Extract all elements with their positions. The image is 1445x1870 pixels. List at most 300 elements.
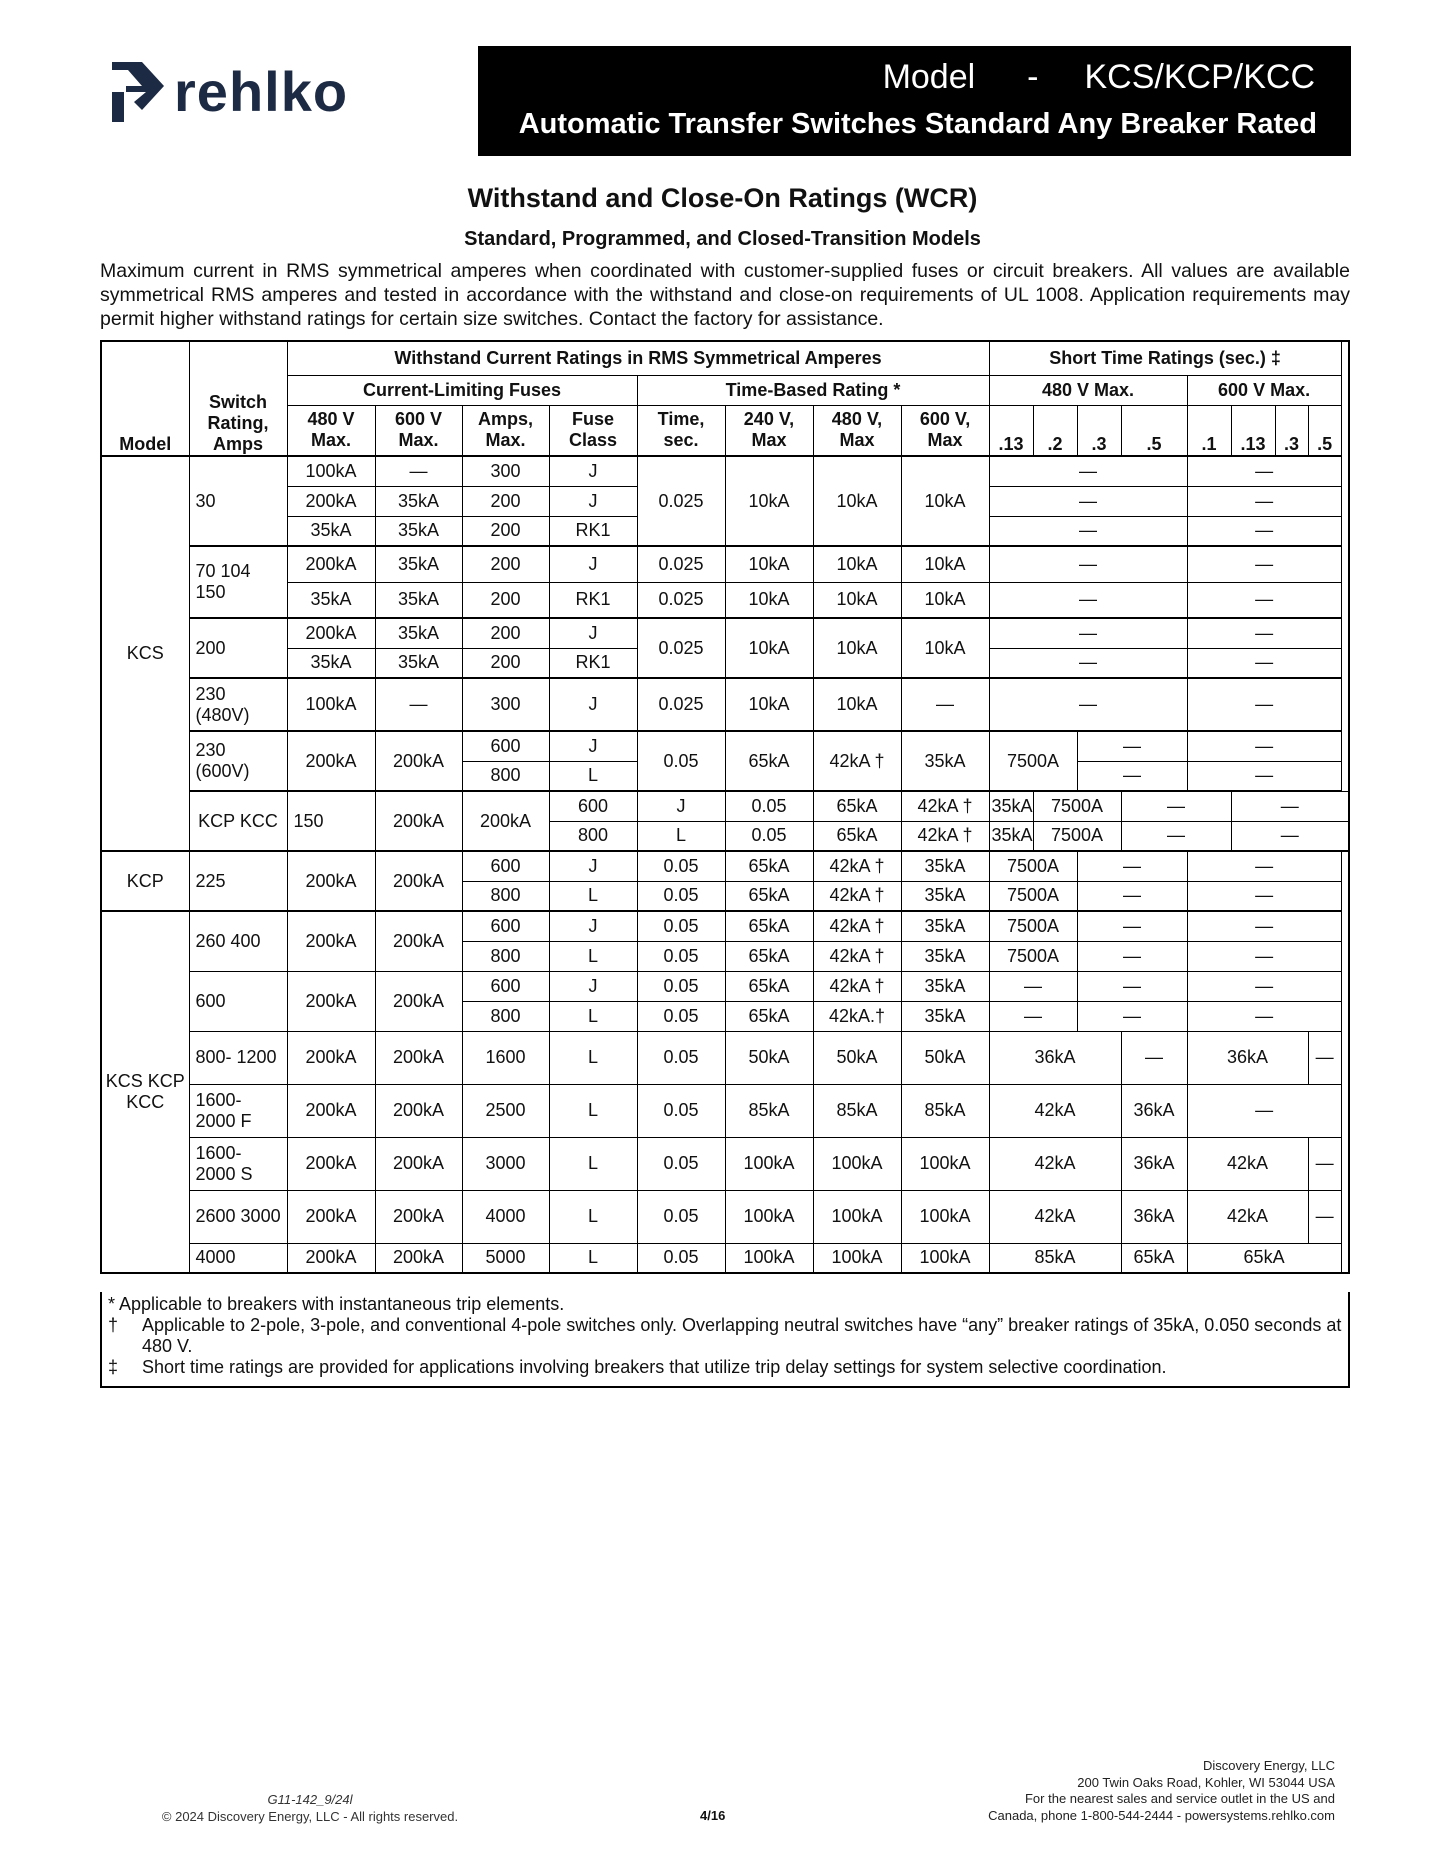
table-cell: 7500A (989, 941, 1077, 971)
table-cell: 100kA (901, 1137, 989, 1190)
model-label: Model (882, 58, 976, 96)
header-600v: 600 V, Max (901, 405, 989, 456)
header-switch-rating: Switch Rating, Amps (189, 341, 287, 456)
model-header (478, 46, 1351, 156)
table-cell: 600 (462, 851, 549, 881)
table-row (101, 851, 1349, 881)
table-cell: RK1 (549, 582, 637, 618)
table-row (101, 1243, 1349, 1273)
table-cell: 42kA † (813, 881, 901, 911)
switch-cell: 70 104 150 (189, 546, 287, 618)
table-cell: 200kA (375, 1031, 462, 1084)
table-cell: 10kA (813, 618, 901, 678)
table-cell: 36kA (989, 1031, 1121, 1084)
table-cell: 35kA (375, 486, 462, 516)
table-cell: 42kA † (813, 731, 901, 791)
table-cell: 65kA (725, 911, 813, 941)
note-item (108, 1294, 1342, 1315)
note-symbol: ‡ (108, 1357, 119, 1377)
table-cell: — (1187, 456, 1341, 486)
table-cell: — (989, 618, 1187, 648)
table-cell: 65kA (813, 791, 901, 821)
table-cell: — (989, 971, 1077, 1001)
table-cell: 42kA (1187, 1190, 1308, 1243)
table-cell: 0.05 (725, 821, 813, 851)
switch-cell: 260 400 (189, 911, 287, 971)
table-cell: — (989, 1001, 1077, 1031)
table-cell: L (549, 1243, 637, 1273)
switch-cell: 600 (189, 971, 287, 1031)
table-cell: 200kA (287, 971, 375, 1031)
table-cell: 35kA (287, 648, 375, 678)
table-cell: — (1187, 648, 1341, 678)
table-cell: 35kA (375, 516, 462, 546)
table-cell: 0.05 (637, 1243, 725, 1273)
model-value: KCS/KCP/KCC (1084, 58, 1315, 96)
table-cell: 800 (462, 761, 549, 791)
table-cell: RK1 (549, 516, 637, 546)
table-cell: J (637, 791, 725, 821)
table-cell: 35kA (901, 941, 989, 971)
header-time-based-rating: Time-Based Rating * (637, 375, 989, 405)
table-cell: — (1187, 516, 1341, 546)
table-cell: — (1077, 1001, 1187, 1031)
header-st480-05: .5 (1121, 405, 1187, 456)
table-cell: 100kA (287, 678, 375, 731)
table-cell: 200kA (375, 791, 462, 851)
table-cell: 200kA (375, 911, 462, 971)
table-cell: — (1187, 1084, 1341, 1137)
table-cell: 200kA (375, 1137, 462, 1190)
switch-cell: 800- 1200 (189, 1031, 287, 1084)
table-row (101, 1137, 1349, 1190)
brand-arrow-icon (112, 62, 164, 122)
table-cell: 42kA.† (813, 1001, 901, 1031)
table-cell: 65kA (725, 881, 813, 911)
model-cell: KCP KCC (189, 791, 287, 851)
table-cell: 35kA (989, 821, 1033, 851)
table-cell: 100kA (813, 1243, 901, 1273)
table-cell: 800 (549, 821, 637, 851)
table-cell: J (549, 618, 637, 648)
table-cell: 85kA (901, 1084, 989, 1137)
table-cell: 0.025 (637, 582, 725, 618)
table-cell: 7500A (989, 851, 1077, 881)
table-cell: 0.025 (637, 546, 725, 582)
table-cell: 200kA (287, 731, 375, 791)
table-cell: 65kA (725, 1001, 813, 1031)
table-cell: 0.025 (637, 678, 725, 731)
table-cell: 100kA (901, 1243, 989, 1273)
table-cell: 0.05 (637, 1190, 725, 1243)
table-cell: 200kA (287, 911, 375, 971)
table-cell: 0.025 (637, 456, 725, 546)
table-cell: 200kA (287, 546, 375, 582)
table-cell: 600 (462, 731, 549, 761)
table-cell: 35kA (901, 851, 989, 881)
table-cell: — (1187, 546, 1341, 582)
table-cell: 600 (549, 791, 637, 821)
note-text: Applicable to 2-pole, 3-pole, and conventional 4-pole switches only. Overlapping neutral switches have “any” breaker ratings of 35kA, 0.050 seconds at 480 V. (142, 1315, 1342, 1356)
table-cell: — (989, 456, 1187, 486)
model-line (883, 58, 1315, 97)
table-cell: 50kA (901, 1031, 989, 1084)
table-cell: 10kA (813, 582, 901, 618)
table-cell: 42kA † (901, 821, 989, 851)
table-notes (100, 1292, 1350, 1388)
switch-cell: 4000 (189, 1243, 287, 1273)
table-cell: J (549, 546, 637, 582)
page-subtitle: Standard, Programmed, and Closed-Transition Models (464, 228, 981, 250)
header-st600-05: .5 (1308, 405, 1341, 456)
table-cell: 800 (462, 1001, 549, 1031)
table-cell: 42kA † (901, 791, 989, 821)
table-cell: 35kA (287, 582, 375, 618)
table-cell: — (1187, 486, 1341, 516)
table-cell: 0.05 (637, 731, 725, 791)
table-cell: 200kA (287, 618, 375, 648)
table-cell: 35kA (287, 516, 375, 546)
table-cell: 200kA (287, 1084, 375, 1137)
table-row (101, 546, 1349, 582)
note-text: * Applicable to breakers with instantaneous trip elements. (108, 1294, 565, 1314)
table-cell: 200kA (375, 731, 462, 791)
table-cell: RK1 (549, 648, 637, 678)
table-cell: 200 (462, 648, 549, 678)
table-cell: 200kA (375, 971, 462, 1031)
table-cell: 10kA (901, 546, 989, 582)
table-cell: 300 (462, 678, 549, 731)
table-cell: 1600 (462, 1031, 549, 1084)
table-cell: 10kA (813, 546, 901, 582)
document-id: G11-142_9/24l (267, 1792, 353, 1807)
table-cell: J (549, 678, 637, 731)
sales-line-1: For the nearest sales and service outlet in the US and (1024, 1791, 1335, 1806)
intro-paragraph: Maximum current in RMS symmetrical amperes when coordinated with customer-supplied fuses or circuit breakers. All values are available symmetrical RMS amperes and tested in accordance with the withstand and close-on requirements of UL 1008. Application requirements may permit higher withstand ratings for certain size switches. Contact the factory for assistance. (100, 260, 1350, 330)
table-cell: J (549, 456, 637, 486)
table-cell: 42kA † (813, 971, 901, 1001)
table-cell: — (1121, 821, 1231, 851)
table-cell: — (1077, 881, 1187, 911)
header-480v-max: 480 V Max. (989, 375, 1187, 405)
switch-cell: 225 (189, 851, 287, 911)
table-cell: 2500 (462, 1084, 549, 1137)
table-cell: — (1187, 851, 1341, 881)
table-row (101, 971, 1349, 1001)
table-cell: 10kA (813, 456, 901, 546)
table-cell: — (989, 546, 1187, 582)
table-cell: 7500A (989, 881, 1077, 911)
table-row (101, 456, 1349, 486)
page-number: 4/16 (700, 1808, 726, 1823)
table-cell: 50kA (725, 1031, 813, 1084)
switch-cell: 200 (189, 618, 287, 678)
table-cell: L (637, 821, 725, 851)
table-cell: 800 (462, 881, 549, 911)
table-cell: 35kA (989, 791, 1033, 821)
table-cell: L (549, 1190, 637, 1243)
table-cell: — (1187, 582, 1341, 618)
table-row (101, 582, 1349, 618)
table-cell: 35kA (901, 1001, 989, 1031)
table-cell: 0.05 (637, 1001, 725, 1031)
table-row (101, 731, 1349, 761)
header-st480-013: .13 (989, 405, 1033, 456)
footer-left (0, 1791, 620, 1825)
table-cell: 85kA (725, 1084, 813, 1137)
table-row (101, 1084, 1349, 1137)
table-cell: 0.05 (637, 881, 725, 911)
table-cell: 35kA (375, 648, 462, 678)
table-cell: — (375, 456, 462, 486)
table-cell: J (549, 911, 637, 941)
note-item (108, 1315, 1342, 1357)
table-cell: 35kA (375, 618, 462, 648)
table-cell: 65kA (1121, 1243, 1187, 1273)
table-cell: 7500A (1033, 821, 1121, 851)
table-cell: 35kA (901, 881, 989, 911)
model-cell: KCS KCP KCC (101, 911, 189, 1273)
note-item (108, 1357, 1342, 1378)
table-cell: 0.05 (725, 791, 813, 821)
table-cell: — (901, 678, 989, 731)
table-cell: 200 (462, 546, 549, 582)
table-cell: 0.05 (637, 1137, 725, 1190)
table-cell: 100kA (725, 1137, 813, 1190)
table-cell: 65kA (725, 731, 813, 791)
header-short-time: Short Time Ratings (sec.) ‡ (989, 341, 1341, 375)
table-cell: — (1187, 971, 1341, 1001)
model-subtitle: Automatic Transfer Switches Standard Any Breaker Rated (518, 108, 1317, 140)
table-cell: 800 (462, 941, 549, 971)
switch-cell: 1600- 2000 S (189, 1137, 287, 1190)
brand-logo (112, 62, 348, 122)
table-cell: L (549, 1001, 637, 1031)
table-cell: — (1077, 731, 1187, 761)
switch-cell: 230 (480V) (189, 678, 287, 731)
table-cell: 600 (462, 971, 549, 1001)
table-cell: 42kA † (813, 911, 901, 941)
table-cell: — (1077, 851, 1187, 881)
table-row (101, 678, 1349, 731)
table-cell: 0.05 (637, 911, 725, 941)
table-cell: — (989, 678, 1187, 731)
model-dash: - (1027, 58, 1039, 96)
table-cell: 0.05 (637, 941, 725, 971)
table-cell: — (1308, 1137, 1341, 1190)
model-cell: KCP (101, 851, 189, 911)
table-cell: 7500A (1033, 791, 1121, 821)
table-cell: — (1308, 1190, 1341, 1243)
header-480v: 480 V, Max (813, 405, 901, 456)
table-cell: — (1077, 941, 1187, 971)
table-cell: 0.05 (637, 971, 725, 1001)
sales-line-2: Canada, phone 1-800-544-2444 - powersystems.rehlko.com (988, 1807, 1335, 1823)
table-cell: 65kA (725, 941, 813, 971)
table-cell: 10kA (901, 618, 989, 678)
table-cell: 65kA (725, 851, 813, 881)
table-cell: 200 (462, 486, 549, 516)
table-cell: 42kA (1187, 1137, 1308, 1190)
table-cell: 0.05 (637, 851, 725, 881)
table-cell: — (1308, 1031, 1341, 1084)
table-cell: 42kA (989, 1084, 1121, 1137)
switch-cell: 1600- 2000 F (189, 1084, 287, 1137)
table-cell: 0.05 (637, 1084, 725, 1137)
header-240v: 240 V, Max (725, 405, 813, 456)
table-cell: — (989, 648, 1187, 678)
table-cell: L (549, 941, 637, 971)
table-row (101, 1190, 1349, 1243)
table-cell: L (549, 761, 637, 791)
header-600v-max: 600 V Max. (1187, 375, 1341, 405)
table-row (101, 791, 1349, 821)
header-model: Model (101, 341, 189, 456)
table-cell: 200kA (462, 791, 549, 851)
table-cell: — (989, 486, 1187, 516)
wcr-table (100, 340, 1350, 1274)
table-cell: 100kA (287, 456, 375, 486)
header-fuse-480: 480 V Max. (287, 405, 375, 456)
table-cell: 65kA (725, 971, 813, 1001)
table-cell: — (1187, 1001, 1341, 1031)
header-st600-03: .3 (1275, 405, 1308, 456)
table-cell: 10kA (901, 582, 989, 618)
table-cell: 10kA (725, 618, 813, 678)
table-cell: 5000 (462, 1243, 549, 1273)
table-cell: — (1187, 761, 1341, 791)
table-cell: 36kA (1187, 1031, 1308, 1084)
table-cell: J (549, 731, 637, 761)
table-cell: 200 (462, 618, 549, 648)
company-address: 200 Twin Oaks Road, Kohler, WI 53044 USA (1077, 1774, 1335, 1790)
table-row (101, 1031, 1349, 1084)
header-st480-02: .2 (1033, 405, 1077, 456)
header-st480-03: .3 (1077, 405, 1121, 456)
table-cell: — (1187, 881, 1341, 911)
table-row (101, 618, 1349, 648)
table-cell: 7500A (989, 731, 1077, 791)
table-cell: 7500A (989, 911, 1077, 941)
table-cell: — (1187, 618, 1341, 648)
table-cell: 200kA (375, 1243, 462, 1273)
table-cell: 0.05 (637, 1031, 725, 1084)
table-cell: 200kA (375, 851, 462, 911)
table-cell: 35kA (901, 911, 989, 941)
table-cell: — (989, 516, 1187, 546)
table-cell: 35kA (375, 546, 462, 582)
header-amps-max: Amps, Max. (462, 405, 549, 456)
table-cell: 36kA (1121, 1084, 1187, 1137)
note-text: Short time ratings are provided for applications involving breakers that utilize trip delay settings for system selective coordination. (142, 1357, 1167, 1377)
table-cell: J (549, 486, 637, 516)
table-cell: 200 (462, 516, 549, 546)
table-cell: 4000 (462, 1190, 549, 1243)
header-fuse-600: 600 V Max. (375, 405, 462, 456)
header-time-sec: Time, sec. (637, 405, 725, 456)
table-cell: J (549, 851, 637, 881)
copyright: © 2024 Discovery Energy, LLC - All rights reserved. (161, 1809, 459, 1824)
table-cell: 200kA (287, 1137, 375, 1190)
table-cell: L (549, 1031, 637, 1084)
table-cell: L (549, 1084, 637, 1137)
table-cell: — (1231, 821, 1349, 851)
table-cell: — (1077, 971, 1187, 1001)
header-st600-013: .13 (1231, 405, 1275, 456)
table-cell: 35kA (375, 582, 462, 618)
table-cell: 42kA (989, 1190, 1121, 1243)
table-cell: 65kA (1187, 1243, 1341, 1273)
table-cell: 200kA (287, 1243, 375, 1273)
table-cell: 200kA (287, 851, 375, 911)
table-cell: 36kA (1121, 1137, 1187, 1190)
footer-right (988, 1758, 1335, 1824)
header-withstand: Withstand Current Ratings in RMS Symmetrical Amperes (287, 341, 989, 375)
table-cell: 200kA (375, 1190, 462, 1243)
table-cell: J (549, 971, 637, 1001)
table-cell: — (1077, 911, 1187, 941)
table-cell: 100kA (725, 1190, 813, 1243)
table-cell: L (549, 881, 637, 911)
switch-cell: 2600 3000 (189, 1190, 287, 1243)
table-cell: — (1187, 941, 1341, 971)
switch-cell: 230 (600V) (189, 731, 287, 791)
table-cell: 35kA (901, 731, 989, 791)
table-cell: 10kA (813, 678, 901, 731)
model-cell: KCS (101, 456, 189, 851)
table-cell: 36kA (1121, 1190, 1187, 1243)
table-cell: 200kA (287, 486, 375, 516)
brand-name: rehlko (174, 60, 349, 123)
table-cell: 200kA (375, 1084, 462, 1137)
switch-cell: 30 (189, 456, 287, 546)
page-title: Withstand and Close-On Ratings (WCR) (467, 183, 978, 213)
header-current-limiting-fuses: Current-Limiting Fuses (287, 375, 637, 405)
table-cell: 10kA (725, 678, 813, 731)
table-cell: 100kA (725, 1243, 813, 1273)
table-cell: 42kA (989, 1137, 1121, 1190)
header-fuse-class: Fuse Class (549, 405, 637, 456)
table-cell: — (1121, 1031, 1187, 1084)
company-name: Discovery Energy, LLC (1203, 1758, 1335, 1773)
header-st600-01: .1 (1187, 405, 1231, 456)
table-cell: 600 (462, 911, 549, 941)
table-cell: — (1187, 911, 1341, 941)
table-cell: — (1187, 678, 1341, 731)
table-cell: 65kA (813, 821, 901, 851)
table-cell: 100kA (813, 1137, 901, 1190)
table-cell: — (1077, 761, 1187, 791)
table-cell: 35kA (901, 971, 989, 1001)
table-cell: 10kA (725, 546, 813, 582)
table-cell: 200kA (287, 1190, 375, 1243)
table-cell: 100kA (813, 1190, 901, 1243)
table-cell: 3000 (462, 1137, 549, 1190)
table-row (101, 911, 1349, 941)
table-cell: 200 (462, 582, 549, 618)
table-cell: — (989, 582, 1187, 618)
table-cell: 0.025 (637, 618, 725, 678)
table-cell: 100kA (901, 1190, 989, 1243)
table-cell: — (1187, 731, 1341, 761)
table-cell: — (1231, 791, 1349, 821)
table-cell: 300 (462, 456, 549, 486)
table-cell: 10kA (725, 456, 813, 546)
note-symbol: † (108, 1315, 119, 1335)
table-cell: 10kA (901, 456, 989, 546)
table-cell: 42kA † (813, 851, 901, 881)
table-cell: 200kA (287, 1031, 375, 1084)
